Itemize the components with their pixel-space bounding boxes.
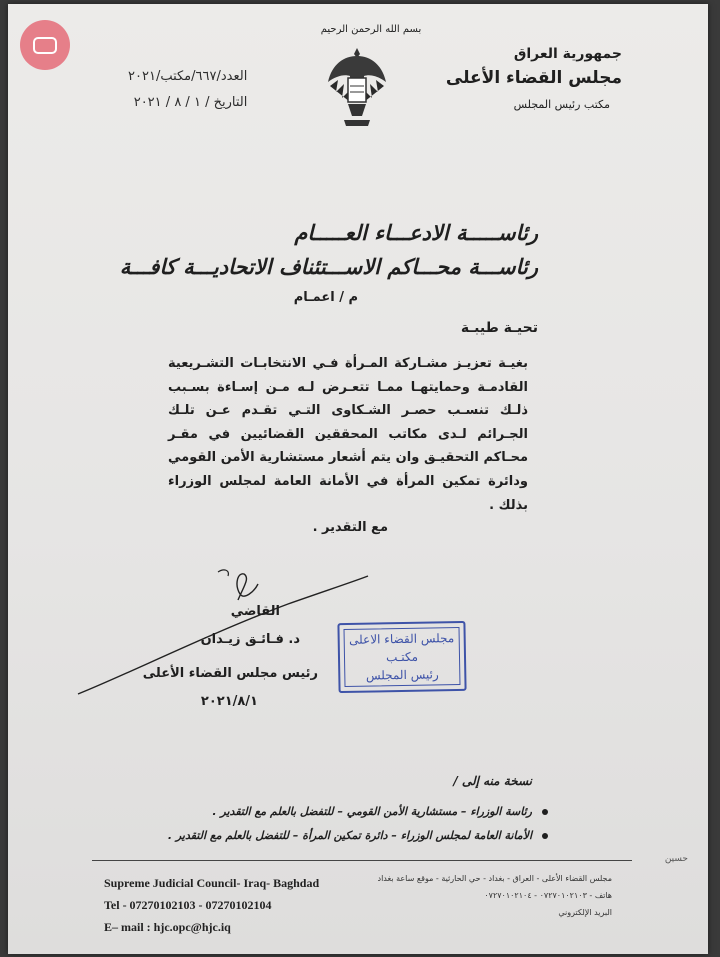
copy-item-text: الأمانة العامة لمجلس الوزراء – دائرة تمكين المرأة – للتفضل بالعلم مع التقدير . <box>167 829 532 842</box>
stamp-line-2: مكتـب <box>385 649 419 665</box>
bullet-icon <box>542 833 548 839</box>
document-date: التاريخ / ١ / ٨ / ٢٠٢١ <box>133 95 248 110</box>
copy-item-text: رئاسة الوزراء – مستشارية الأمن القومي – للتفضل بالعلم مع التقدير . <box>212 805 532 818</box>
document-number: العدد/٦٦٧/مكتب/٢٠٢١ <box>128 69 248 84</box>
footer-ar-address: مجلس القضاء الأعلى - العراق - بغداد - حي الحارثية - موقع ساعة بغداد <box>377 874 612 883</box>
footer-divider <box>92 860 632 861</box>
country-name: جمهورية العراق <box>513 46 622 62</box>
iraq-eagle-emblem <box>324 42 390 134</box>
stamp-inner-border <box>344 627 461 687</box>
footer-ar-email: البريد الإلكتروني <box>558 908 612 917</box>
office-name: مكتب رئيس المجلس <box>513 98 610 111</box>
council-name: مجلس القضاء الأعلى <box>445 68 622 88</box>
corner-note: حسين <box>664 854 688 864</box>
copy-item <box>168 800 548 824</box>
stamp-line-1: مجلس القضاء الاعلى <box>348 631 455 647</box>
header-left <box>128 64 247 116</box>
footer-en-phone: Tel - 07270102103 - 07270102104 <box>104 898 272 912</box>
copy-item <box>168 824 548 848</box>
office-stamp <box>337 621 466 693</box>
footer-en-email: E– mail : hjc.opc@hjc.iq <box>104 920 231 934</box>
stamp-line-3: رئيس المجلس <box>365 667 439 683</box>
addressee-line-2: رئاســـة محـــاكم الاســـتئناف الاتحاديـــة كافـــة <box>119 255 538 279</box>
bullet-icon <box>542 809 548 815</box>
signatory-role: رئيس مجلس القضاء الأعلى <box>142 666 318 681</box>
footer-en-address: Supreme Judicial Council- Iraq- Baghdad <box>104 876 320 890</box>
letter-body: بغيـة تعزيـز مشـاركة المـرأة فـي الانتخابـات التشـريعية القادمـة وحمايتهـا ممـا تتعـرض لـه مـن إسـاءة بسـبب ذلـك تنسـب حصـر الشـكاوى التـي تقـدم عـن تلـك الجـرائم لـدى مكاتب المحققين القضائيين في مقـر محـاكم التحقيـق وان يتم أشعار مستشارية الأمن القومي ودائرة تمكين المرأة في الأمانة العامة لمجلس الوزراء بذلك . <box>168 356 528 513</box>
footer-english <box>104 872 319 938</box>
footer-ar-phone: هاتف - ٠٧٢٧٠١٠٢١٠٣ - ٠٧٢٧٠١٠٢١٠٤ <box>484 891 612 900</box>
header-right <box>446 46 622 111</box>
record-icon <box>33 37 57 54</box>
subject-reference: م / اعمـام <box>293 290 358 305</box>
copies-heading: نسخة منه إلى / <box>453 774 532 788</box>
closing: مع التقدير . <box>312 520 388 535</box>
copies-list <box>168 800 548 848</box>
greeting: تحيـة طيبـة <box>460 320 538 336</box>
document-page <box>8 4 708 954</box>
basmala: بسم الله الرحمن الرحيم <box>320 24 422 35</box>
signatory-name: د. فـائـق زيـدان <box>200 632 300 647</box>
footer-arabic <box>378 870 613 921</box>
signature-date: ٢٠٢١/٨/١ <box>200 694 258 709</box>
screen-record-button[interactable] <box>20 20 70 70</box>
addressee <box>120 216 538 284</box>
signatory-title: القاضي <box>230 604 280 619</box>
addressee-line-1: رئاســـــة الادعـــاء العـــــام <box>294 221 538 245</box>
